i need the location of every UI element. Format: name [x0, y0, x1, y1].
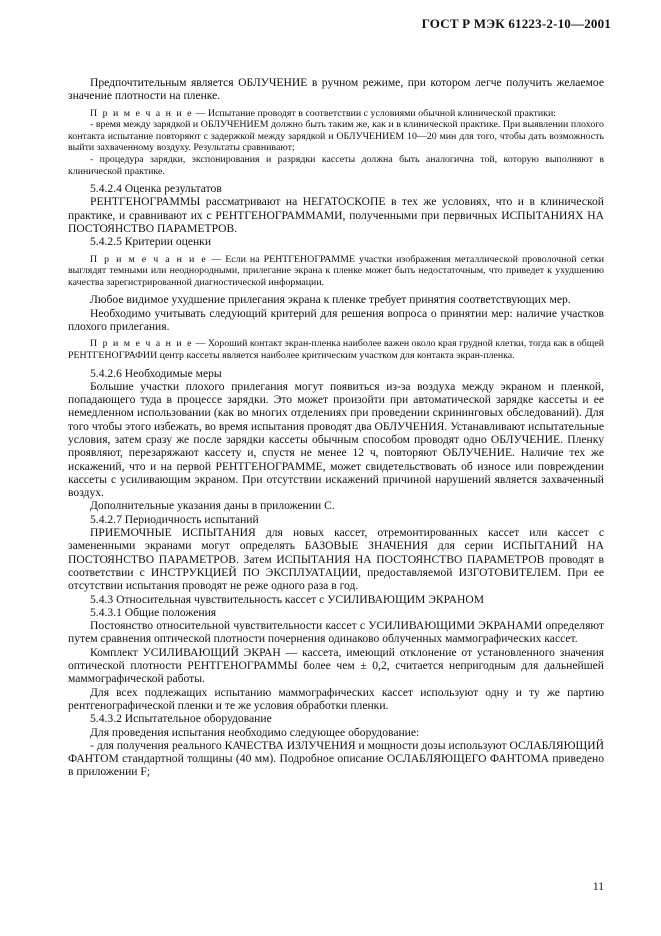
section-heading: 5.4.3 Относительная чувствительность кассет с УСИЛИВАЮЩИМ ЭКРАНОМ [90, 592, 485, 606]
note-block: П р и м е ч а н и е — Если на РЕНТГЕНОГРАММЕ участки изображения металлической проволочной сетки выглядят темными или неоднородными, прилегание экрана к пленке может быть недостаточным, что приведет к ухудшению качества зарегистрированной диагностической информации. [68, 253, 604, 288]
page-number: 11 [592, 881, 604, 893]
note-label: П р и м е ч а н и е [90, 338, 194, 350]
paragraph: Необходимо учитывать следующий критерий для решения вопроса о принятии мер: наличие участков плохого прилегания. [68, 306, 604, 334]
page-content [68, 76, 604, 779]
section-heading: 5.4.2.5 Критерии оценки [90, 235, 212, 249]
paragraph: Дополнительные указания даны в приложении С. [90, 499, 335, 513]
note-label: П р и м е ч а н и е [90, 107, 194, 119]
note-block [68, 108, 604, 178]
section-heading: 5.4.3.1 Общие положения [90, 605, 217, 619]
paragraph: РЕНТГЕНОГРАММЫ рассматривают на НЕГАТОСКОПЕ в тех же условиях, что и в клинической практике, и сравнивают их с РЕНТГЕНОГРАММАМИ, полученными при первичных ИСПЫТАНИЯХ НА ПОСТОЯНСТВО ПАРАМЕТРОВ. [68, 195, 604, 236]
section-heading: 5.4.2.6 Необходимые меры [90, 366, 222, 380]
paragraph: Комплект УСИЛИВАЮЩИЙ ЭКРАН — кассета, имеющий отклонение от установленного значения оптической плотности РЕНТГЕНОГРАММЫ более чем ± 0,2, считается непригодным для дальнейшей маммографической работы. [68, 645, 604, 686]
paragraph: Для проведения испытания необходимо следующее оборудование: [90, 725, 420, 739]
section-heading: 5.4.2.4 Оценка результатов [90, 182, 222, 196]
section-heading: 5.4.3.2 Испытательное оборудование [90, 712, 272, 726]
paragraph: Большие участки плохого прилегания могут появиться из-за воздуха между экраном и пленкой, попадающего туда в процессе зарядки. Это может произойти при автоматической зарядке кассеты и ее немедленном использовании (как во многих отделениях при проведении скрининговых обследований). Для того чтобы этого избежать, во время испытания проводят два ОБЛУЧЕНИЯ. Устанавливают испытательные условия, затем сразу же после зарядки кассеты обычным способом проводят одно ОБЛУЧЕНИЕ. Пленку проявляют, перезаряжают кассету и, спустя не менее 12 ч, повторяют ОБЛУЧЕНИЕ. Наличие тех же искажений, что и на первой РЕНТГЕНОГРАММЕ, может свидетельствовать об износе или повреждении кассеты с усиливающим экраном. При отсутствии искажений причиной нарушений является захваченный воздух. [68, 379, 604, 500]
section-heading: 5.4.2.7 Периодичность испытаний [90, 512, 259, 526]
note-block: П р и м е ч а н и е — Хороший контакт экран-пленка наиболее важен около края грудной клетки, тогда как в общей РЕНТГЕНОГРАФИИ центр кассеты является наиболее критическим участком для контакта экран-пленка. [68, 338, 604, 361]
paragraph: Любое видимое ухудшение прилегания экрана к пленке требует принятия соответствующих мер. [90, 293, 571, 307]
document-header: ГОСТ Р МЭК 61223-2-10—2001 [421, 16, 611, 31]
paragraph: Постоянство относительной чувствительности кассет с УСИЛИВАЮЩИМИ ЭКРАНАМИ определяют путем сравнения оптической плотности почернения одинаково облученных маммографических кассет. [68, 619, 604, 646]
note-label: П р и м е ч а н и е [90, 253, 208, 265]
note-bullet: - процедура зарядки, экспонирования и разрядки кассеты должна быть аналогична той, которую выполняют в клинической практике. [68, 153, 604, 177]
note-bullet: - время между зарядкой и ОБЛУЧЕНИЕМ должно быть таким же, как и в клинической практике. При выявлении плохого контакта испытание повторяют с задержкой между зарядкой и ОБЛУЧЕНИЕМ 10—20 мин для того, чтобы дать возможность выйти захваченному воздуху. Результаты сравнивают; [68, 119, 604, 154]
paragraph: Предпочтительным является ОБЛУЧЕНИЕ в ручном режиме, при котором легче получить желаемое значение плотности на пленке. [68, 76, 604, 103]
paragraph: ПРИЕМОЧНЫЕ ИСПЫТАНИЯ для новых кассет, отремонтированных кассет или кассет с замененными экранами могут определять БАЗОВЫЕ ЗНАЧЕНИЯ для серии ИСПЫТАНИЙ НА ПОСТОЯНСТВО ПАРАМЕТРОВ. Затем ИСПЫТАНИЯ НА ПОСТОЯНСТВО ПАРАМЕТРОВ проводят в соответствии с ИНСТРУКЦИЕЙ ПО ЭКСПЛУАТАЦИИ, предоставляемой ИЗГОТОВИТЕЛЕМ. При ее отсутствии испытания проводят не реже одного раза в год. [68, 526, 604, 593]
paragraph: - для получения реального КАЧЕСТВА ИЗЛУЧЕНИЯ и мощности дозы используют ОСЛАБЛЯЮЩИЙ ФАНТОМ стандартной толщины (40 мм). Подробное описание ОСЛАБЛЯЮЩЕГО ФАНТОМА приведено в приложении F; [68, 738, 604, 779]
paragraph: Для всех подлежащих испытанию маммографических кассет используют одну и ту же партию рентгенографической пленки и те же условия обработки пленки. [68, 685, 604, 712]
note-intro: П р и м е ч а н и е — Испытание проводят в соответствии с условиями обычной клинической практики: [90, 107, 556, 119]
